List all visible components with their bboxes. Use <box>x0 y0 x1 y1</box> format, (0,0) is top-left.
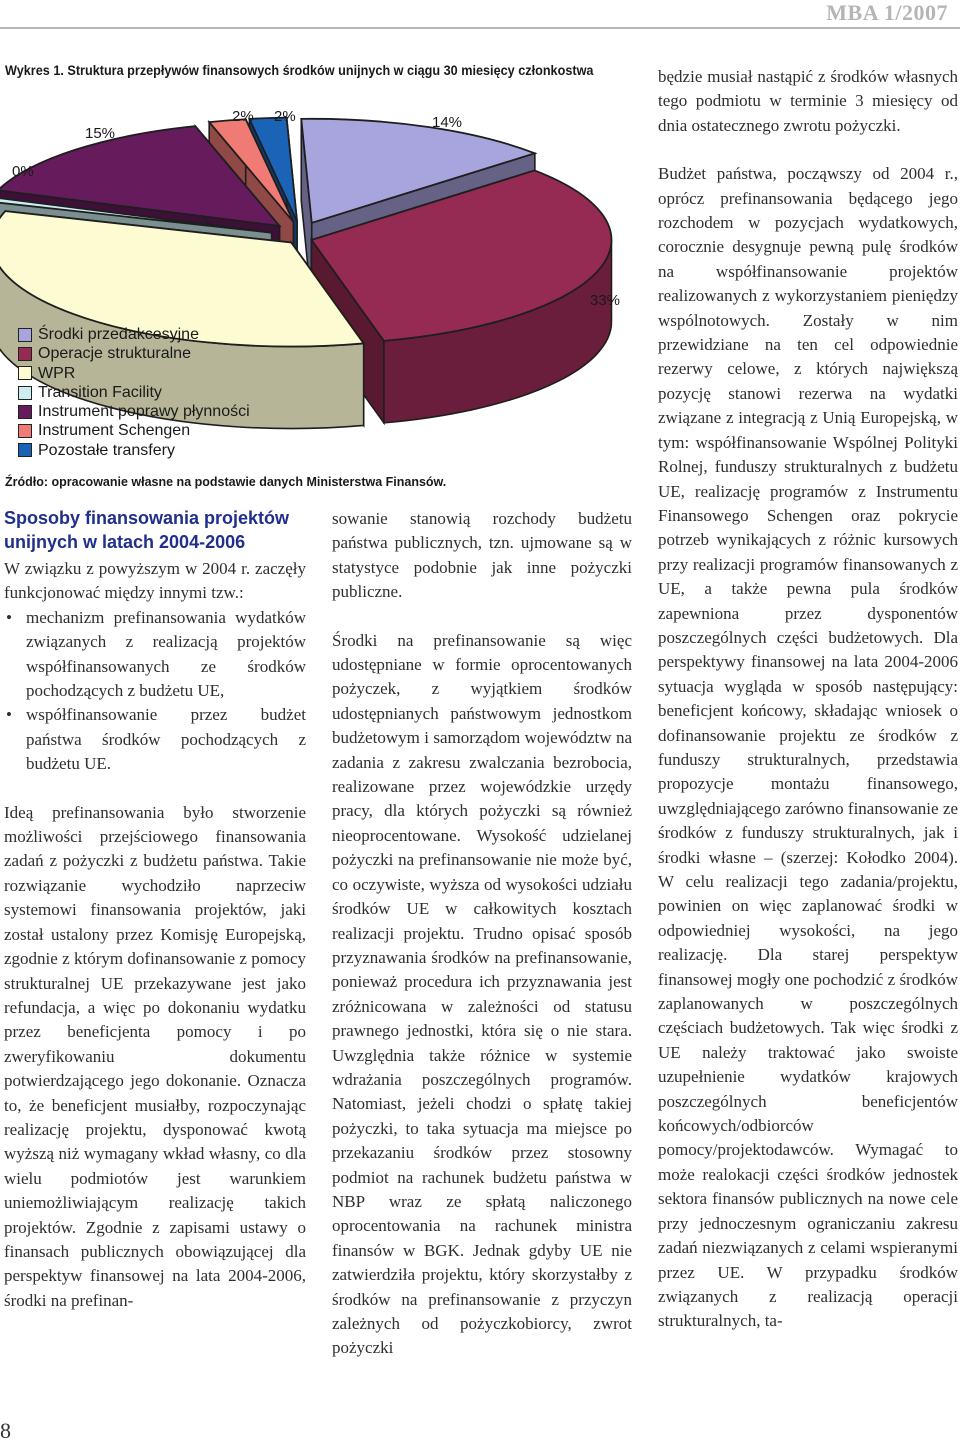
page-number: 8 <box>0 1418 11 1443</box>
bullet-item: • współfinansowanie przez budżet państwa środków pochodzących z budżetu UE. <box>26 703 306 776</box>
text-column-2 <box>332 507 632 1361</box>
pie-slice-label: 33% <box>590 292 621 309</box>
legend-label: Instrument Schengen <box>38 422 191 440</box>
header-rule <box>0 27 960 29</box>
paragraph: Ideą prefinansowania było stworzenie możliwości przejściowego finansowania zadań z pożyczki z budżetu państwa. Takie rozwiązanie wychodziło naprzeciw systemowi finansowania projektów, jaki został ustalony przez Komisję Europejską, zgodnie z którym dofinansowanie z pomocy strukturalnej UE przekazywane jest jako refundacja, a więc po dokonaniu wydatku przez beneficjenta pomocy i po zweryfikowaniu dokumentu potwierdzającego jego dokonanie. Oznacza to, że beneficjent musiałby, rozpoczynając realizację projektu, dysponować kwotą wyższą niż wymagany wkład własny, co dla wielu podmiotów jest warunkiem uniemożliwiającym realizację takich projektów. Zgodnie z zapisami ustawy o finansach publicznych obowiązującej dla perspektyw finansowej na lata 2004-2006, środki na prefinan- <box>4 802 306 1310</box>
paragraph: Budżet państwa, począwszy od 2004 r., oprócz prefinansowania będącego jego rozchodem w pozycjach wydatkowych, corocznie desygnuje pewną pulę środków na współfinansowanie projektów realizowanych z wykorzystaniem pieniędzy wspólnotowych. Zostały w nim przewidziane na ten cel odpowiednie rezerwy celowe, z których największą pozycję stanowi rezerwa na wydatki związane z integracją z Unią Europejską, w tym: współfinansowanie Wspólnej Polityki Rolnej, funduszy strukturalnych z budżetu UE, realizację programów z Instrumentu Finansowego Schengen oraz pokrycie potrzeb wynikających z różnic kursowych przy realizacji programów finansowanych z UE, a także pewna pula środków zapewniona przez dysponentów poszczególnych części budżetowych. Dla perspektywy finansowej na lata 2004-2006 sytuacja wygląda w sposób następujący: beneficjent końcowy, składając wniosek o dofinansowanie projektu ze środków z funduszy strukturalnych, przedstawia propozycje montażu finansowego, uwzględniającego zarówno finansowanie ze środków z funduszy strukturalnych, jak i środki własne – (szerzej: Kołodko 2004). W celu realizacji tego zadania/projektu, powinien on więc zaplanować środki w odpowiedniej wysokości, na jego realizację. Dla starej perspektyw finansowej mogły one pochodzić z środków zaplanowanych w poszczególnych częściach budżetowych. Tak więc środki z UE należy traktować jako swoiste uzupełnienie wydatków krajowych poszczególnych beneficjentów końcowych/odbiorców pomocy/projektodawców. Wymagać to może realokacji części środków jednostek sektora finansów publicznych na nowe cele przy jednoczesnym ograniczaniu zakresu zadań niezwiązanych z celami wspieranymi przez UE. W przypadku środków związanych z realizacją operacji strukturalnych, ta- <box>658 164 958 1331</box>
legend-swatch <box>18 386 32 400</box>
paragraph: W związku z powyższym w 2004 r. zaczęły funkcjonować między innymi tzw.: <box>4 559 306 603</box>
bullet-item: • mechanizm prefinansowania wydatków związanych z realizacją projektów współfinansowanych ze środków pochodzących z budżetu UE, <box>26 606 306 704</box>
legend-item <box>18 364 250 383</box>
legend-label: Środki przedakcesyjne <box>38 326 199 343</box>
pie-slice-label: 14% <box>432 114 463 131</box>
chart-legend <box>18 325 250 460</box>
chart-source-note: Źródło: opracowanie własne na podstawie danych Ministerstwa Finansów. <box>5 475 447 489</box>
paragraph: sowanie stanowią rozchody budżetu państwa publicznych, tzn. ujmowane są w statystyce podobnie jak inne pożyczki publiczne. <box>332 509 632 602</box>
paragraph: będzie musiał nastąpić z środków własnych tego podmiotu w terminie 3 miesięcy od dnia ostatecznego zwrotu pożyczki. <box>658 67 958 135</box>
pie-slice-label: 2% <box>274 108 296 125</box>
legend-swatch <box>18 424 32 438</box>
legend-swatch <box>18 443 32 457</box>
legend-label: Pozostałe transfery <box>38 441 175 459</box>
text-column-1 <box>4 557 306 1313</box>
legend-item <box>18 383 250 402</box>
pie-slice-label: 15% <box>85 125 116 142</box>
journal-title: MBA 1/2007 <box>826 0 948 25</box>
text-column-3 <box>658 65 958 1334</box>
pie-slice-label: 0% <box>12 163 34 180</box>
legend-label: WPR <box>38 364 76 382</box>
chart-title: Wykres 1. Struktura przepływów finansowych środków unijnych w ciągu 30 miesięcy członkostwa <box>5 63 594 78</box>
legend-label: Instrument poprawy płynności <box>38 403 250 421</box>
legend-item <box>18 402 250 421</box>
bullet-list <box>4 606 306 777</box>
legend-item <box>18 441 250 460</box>
legend-label: Transition Facility <box>38 383 162 401</box>
legend-swatch <box>18 328 32 342</box>
paragraph: Środki na prefinansowanie są więc udostępniane w formie oprocentowanych pożyczek, z wyjątkiem środków udostępnianych państwowym jednostkom budżetowym i samorządom województw na zadania z zakresu zwalczania bezrobocia, realizowane przez wojewódzkie urzędy pracy, dla których pożyczki są również nieoprocentowane. Wysokość udzielanej pożyczki na prefinansowanie nie może być, co oczywiste, wyższa od wysokości udziału środków UE w całkowitych kosztach realizacji projektu. Trudno opisać sposób przyznawania środków na prefinansowanie, ponieważ procedura ich przyznawania jest zróżnicowana w zależności od statusu prawnego jednostki, która się o nie stara. Uwzględnia także różnice w systemie wdrażania poszczególnych programów. Natomiast, jeżeli chodzi o spłatę takiej pożyczki, to taka sytuacja ma miejsce po przekazaniu środków przez stosowny podmiot na rachunek budżetu państwa w NBP wraz ze spłatą naliczonego oprocentowania na rachunek ministra finansów w BGK. Jednak gdyby UE nie zatwierdziła projektu, który skorzystałby z środków na prefinansowanie z przyczyn zależnych od pożyczkobiorcy, zwrot pożyczki <box>332 630 632 1358</box>
legend-swatch <box>18 405 32 419</box>
legend-item <box>18 421 250 440</box>
section-title: Sposoby finansowania projektów unijnych w latach 2004-2006 <box>4 508 290 552</box>
legend-swatch <box>18 366 32 380</box>
legend-item <box>18 325 250 344</box>
legend-swatch <box>18 347 32 361</box>
pie-slice-label: 2% <box>232 108 254 125</box>
legend-label: Operacje strukturalne <box>38 345 191 363</box>
legend-item <box>18 344 250 363</box>
